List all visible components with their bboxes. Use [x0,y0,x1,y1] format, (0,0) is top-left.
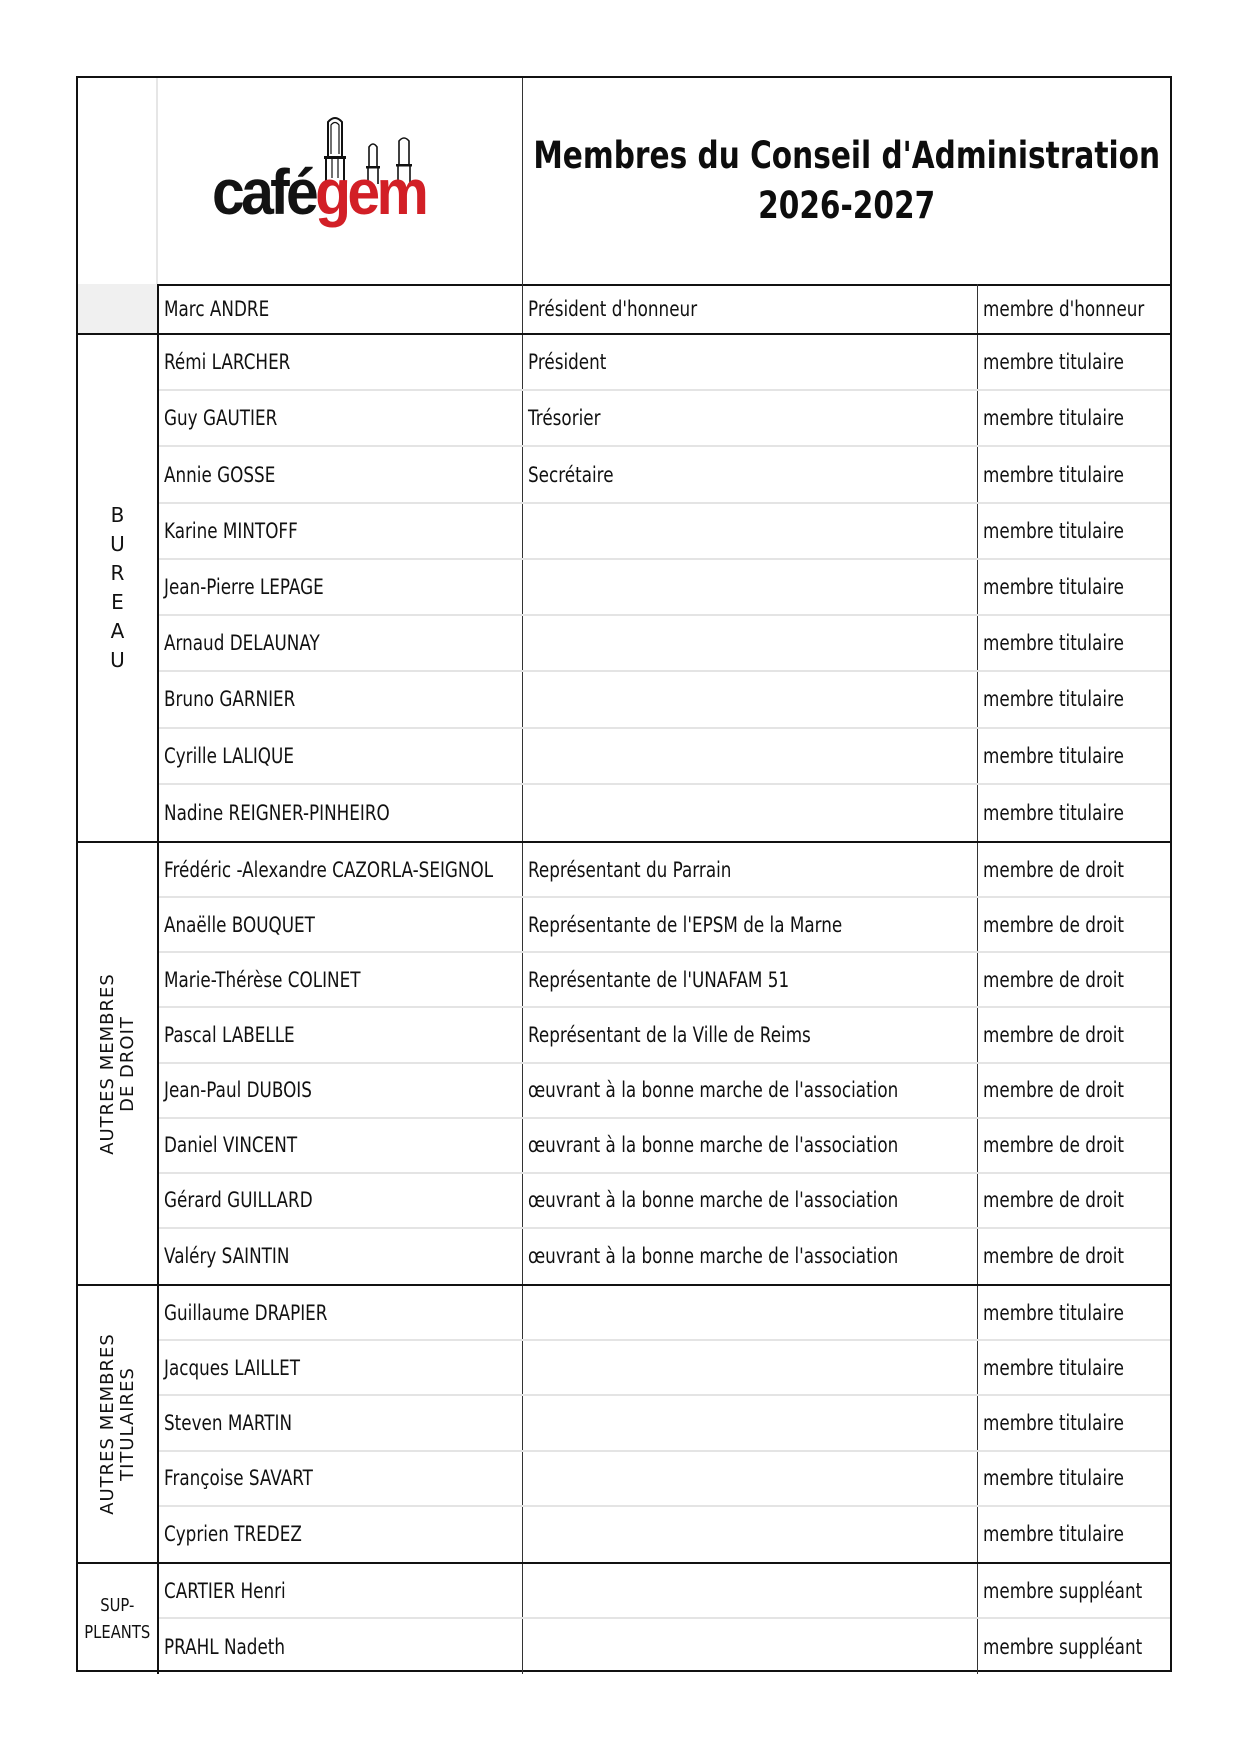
member-role: œuvrant à la bonne marche de l'association [528,1078,899,1103]
type-cell [978,1452,1170,1505]
section-label-droit [78,843,159,1284]
suppleants-label [85,1592,151,1646]
table-header [78,78,1170,286]
name-cell [159,1119,523,1172]
droit-rows [78,843,1170,1284]
table-row [159,560,1170,616]
type-cell [978,1564,1170,1617]
role-cell [523,1619,978,1674]
member-type: membre titulaire [983,1300,1124,1325]
suppleants-label-line2: PLEANTS [84,1622,151,1643]
section-label-honor [78,284,159,333]
member-name: Cyrille LALIQUE [164,743,294,768]
droit-label-line2: DE DROIT [116,1015,138,1112]
bureau-label-letter: R [110,561,125,585]
member-type: membre titulaire [983,687,1124,712]
member-name: Annie GOSSE [164,462,276,487]
type-cell [978,1286,1170,1339]
member-type: membre de droit [983,1078,1125,1103]
role-cell [523,1229,978,1284]
logo-cafe-text: café [212,156,316,228]
cafegem-logo [212,116,462,236]
role-cell [523,1064,978,1117]
table-row [159,1564,1170,1619]
name-cell [159,1064,523,1117]
table-row [159,447,1170,503]
type-cell [978,785,1170,841]
member-type: membre de droit [983,1022,1125,1047]
bureau-label-letter: U [110,648,125,672]
type-cell [978,1064,1170,1117]
section-droit [78,843,1170,1286]
name-cell [159,616,523,670]
role-cell [523,729,978,783]
role-cell [523,1008,978,1061]
section-titulaires [78,1286,1170,1564]
member-name: Jean-Pierre LEPAGE [164,574,324,599]
role-cell [523,1564,978,1617]
member-type: membre titulaire [983,518,1124,543]
role-cell [523,560,978,614]
member-name: Françoise SAVART [164,1466,313,1491]
member-name: Anaëlle BOUQUET [164,912,315,937]
type-cell [978,1619,1170,1674]
type-cell [978,447,1170,501]
bureau-label-letter: U [110,532,125,556]
member-type: membre titulaire [983,1410,1124,1435]
suppleants-label-line1: SUP- [100,1595,135,1616]
member-type: membre titulaire [983,350,1124,375]
name-cell [159,1452,523,1505]
role-cell [523,284,978,333]
member-role: Représentant de la Ville de Reims [528,1022,811,1047]
name-cell [159,785,523,841]
member-name: Valéry SAINTIN [164,1244,290,1269]
member-name: Jean-Paul DUBOIS [164,1078,312,1103]
member-name: Karine MINTOFF [164,518,298,543]
name-cell [159,898,523,951]
bureau-label-letter: B [110,503,125,527]
section-label-bureau [78,335,159,841]
type-cell [978,1396,1170,1449]
member-name: Gérard GUILLARD [164,1188,313,1213]
member-type: membre titulaire [983,800,1124,825]
table-row [159,843,1170,898]
type-cell [978,1008,1170,1061]
role-cell [523,335,978,389]
name-cell [159,843,523,896]
role-cell [523,391,978,445]
type-cell [978,335,1170,389]
table-row [159,335,1170,391]
type-cell [978,560,1170,614]
titulaires-label [98,1333,138,1515]
member-name: Bruno GARNIER [164,687,296,712]
type-cell [978,843,1170,896]
table-row [159,1396,1170,1451]
member-type: membre titulaire [983,743,1124,768]
member-type: membre suppléant [983,1578,1143,1603]
table-row [159,1286,1170,1341]
section-honor [78,284,1170,335]
member-name: Pascal LABELLE [164,1022,295,1047]
member-name: Jacques LAILLET [164,1355,301,1380]
type-cell [978,504,1170,558]
member-role: Représentant du Parrain [528,857,732,882]
type-cell [978,391,1170,445]
table-row [159,616,1170,672]
role-cell [523,1119,978,1172]
role-cell [523,785,978,841]
member-type: membre suppléant [983,1634,1143,1659]
role-cell [523,953,978,1006]
table-row [159,1229,1170,1284]
table-row [159,785,1170,841]
name-cell [159,560,523,614]
role-cell [523,1396,978,1449]
role-cell [523,1341,978,1394]
table-row [159,953,1170,1008]
member-name: Arnaud DELAUNAY [164,631,320,656]
logo-gem-text: gem [315,156,426,228]
name-cell [159,335,523,389]
member-role: œuvrant à la bonne marche de l'association [528,1133,899,1158]
member-name: Steven MARTIN [164,1410,293,1435]
member-type: membre de droit [983,857,1125,882]
name-cell [159,1229,523,1284]
board-members-table [76,76,1172,1672]
name-cell [159,1507,523,1562]
suppleants-rows [78,1564,1170,1674]
member-role: œuvrant à la bonne marche de l'association [528,1188,899,1213]
role-cell [523,447,978,501]
member-type: membre titulaire [983,1522,1124,1547]
title-cell [523,78,1170,284]
role-cell [523,1286,978,1339]
member-type: membre titulaire [983,574,1124,599]
table-row [159,284,1170,333]
name-cell [159,1008,523,1061]
table-row [159,1064,1170,1119]
member-type: membre titulaire [983,631,1124,656]
role-cell [523,616,978,670]
name-cell [159,672,523,726]
member-name: Frédéric -Alexandre CAZORLA-SEIGNOL [164,857,494,882]
role-cell [523,504,978,558]
table-row [159,504,1170,560]
type-cell [978,729,1170,783]
table-row [159,1119,1170,1174]
member-name: Marie-Thérèse COLINET [164,967,361,992]
droit-label-line1: AUTRES MEMBRES [96,972,118,1155]
name-cell [159,1619,523,1674]
section-suppleants [78,1564,1170,1674]
titulaires-label-line1: AUTRES MEMBRES [96,1333,118,1515]
table-body [78,284,1170,1674]
role-cell [523,672,978,726]
member-type: membre de droit [983,1133,1125,1158]
droit-label [98,973,138,1155]
table-row [159,898,1170,953]
member-type: membre de droit [983,967,1125,992]
table-row [159,672,1170,728]
member-name: Rémi LARCHER [164,350,291,375]
titulaires-label-line2: TITULAIRES [116,1367,138,1481]
member-type: membre de droit [983,1244,1125,1269]
role-cell [523,1452,978,1505]
type-cell [978,1507,1170,1562]
table-row [159,391,1170,447]
member-name: Guy GAUTIER [164,406,278,431]
logo-cell [160,78,523,284]
table-row [159,1008,1170,1063]
name-cell [159,447,523,501]
bureau-label-letter: E [111,590,124,614]
member-role: œuvrant à la bonne marche de l'association [528,1244,899,1269]
page-title: Membres du Conseil d'Administration [533,134,1160,177]
section-label-titulaires [78,1286,159,1562]
member-name: CARTIER Henri [164,1578,286,1603]
member-name: Guillaume DRAPIER [164,1300,328,1325]
table-row [159,1452,1170,1507]
member-role: Président [528,350,607,375]
role-cell [523,898,978,951]
type-cell [978,898,1170,951]
titulaires-rows [78,1286,1170,1562]
role-cell [523,1507,978,1562]
type-cell [978,1229,1170,1284]
name-cell [159,953,523,1006]
member-type: membre titulaire [983,1466,1124,1491]
member-role: Secrétaire [528,462,614,487]
member-role: Trésorier [528,406,601,431]
member-role: Représentante de l'EPSM de la Marne [528,912,843,937]
name-cell [159,1564,523,1617]
name-cell [159,1341,523,1394]
type-cell [978,1174,1170,1227]
type-cell [978,616,1170,670]
name-cell [159,504,523,558]
table-row [159,1619,1170,1674]
section-bureau [78,335,1170,843]
member-type: membre de droit [983,912,1125,937]
section-label-suppleants [78,1564,159,1674]
bureau-rows [78,335,1170,841]
type-cell [978,672,1170,726]
member-role: Président d'honneur [528,296,698,321]
role-cell [523,1174,978,1227]
member-type: membre titulaire [983,406,1124,431]
name-cell [159,729,523,783]
name-cell [159,1396,523,1449]
logo-wordmark [212,156,426,228]
name-cell [159,1286,523,1339]
type-cell [978,953,1170,1006]
type-cell [978,284,1170,333]
member-name: Marc ANDRE [164,296,270,321]
table-row [159,1341,1170,1396]
table-row [159,1507,1170,1562]
member-type: membre titulaire [983,462,1124,487]
bureau-label-letter: A [110,619,125,643]
name-cell [159,1174,523,1227]
page-title-years: 2026-2027 [757,184,936,227]
member-type: membre titulaire [983,1355,1124,1380]
name-cell [159,284,523,333]
member-type: membre de droit [983,1188,1125,1213]
member-name: Daniel VINCENT [164,1133,298,1158]
type-cell [978,1119,1170,1172]
name-cell [159,391,523,445]
type-cell [978,1341,1170,1394]
header-blank-cell [78,78,158,284]
member-role: Représentante de l'UNAFAM 51 [528,967,790,992]
table-row [159,1174,1170,1229]
bureau-label [110,501,125,675]
member-name: Cyprien TREDEZ [164,1522,302,1547]
member-type: membre d'honneur [983,296,1145,321]
member-name: Nadine REIGNER-PINHEIRO [164,800,390,825]
role-cell [523,843,978,896]
table-row [159,729,1170,785]
member-name: PRAHL Nadeth [164,1634,286,1659]
